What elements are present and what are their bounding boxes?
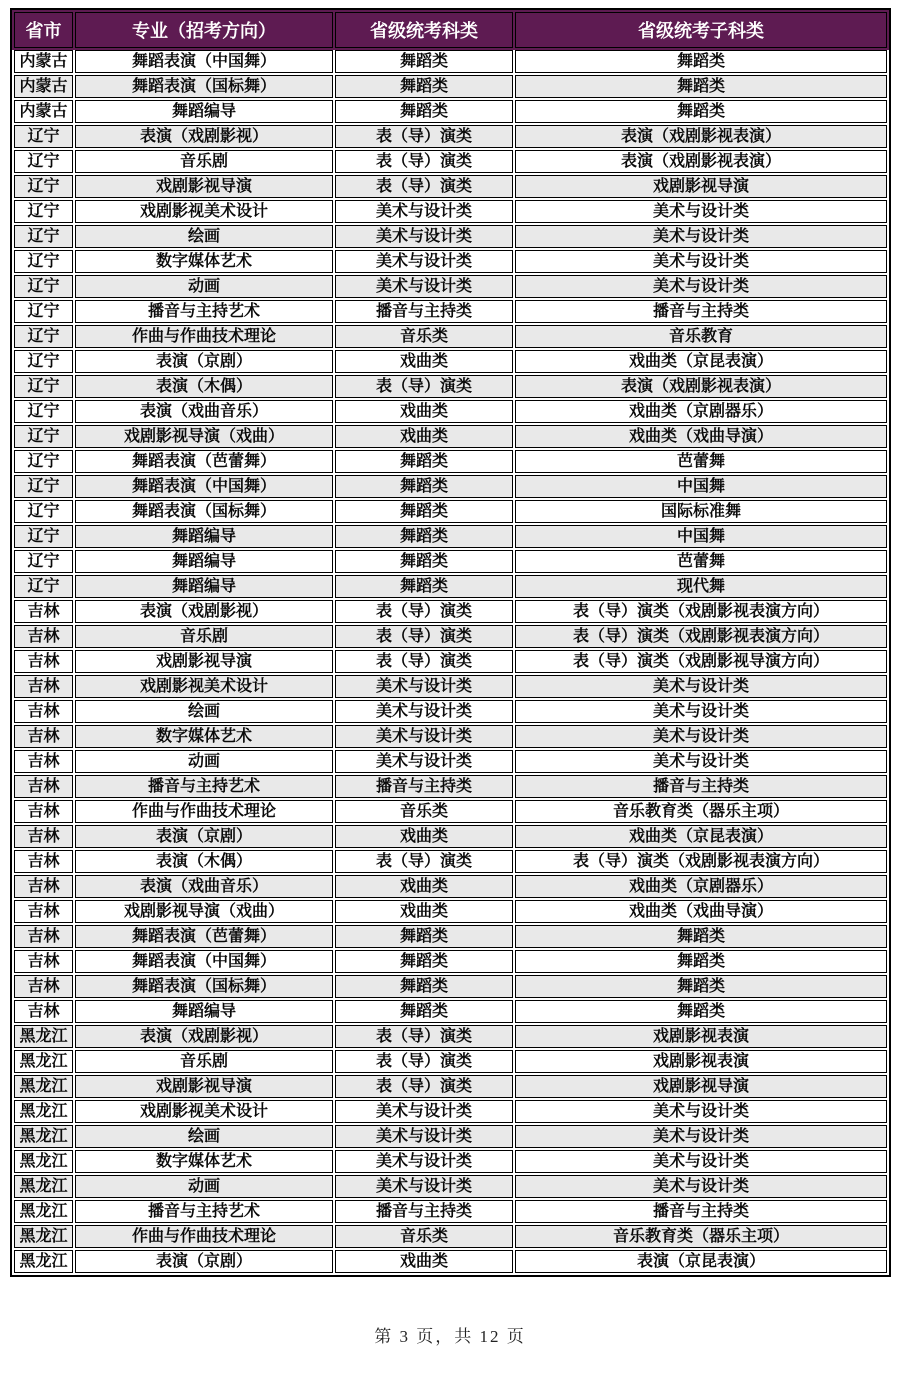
cell-major: 戏剧影视美术设计: [75, 675, 333, 698]
cell-category: 表（导）演类: [335, 1050, 513, 1073]
col-header-subcategory: 省级统考子科类: [515, 12, 887, 48]
cell-category: 播音与主持类: [335, 1200, 513, 1223]
cell-category: 美术与设计类: [335, 700, 513, 723]
cell-major: 戏剧影视美术设计: [75, 200, 333, 223]
cell-category: 戏曲类: [335, 425, 513, 448]
table-row: [14, 575, 887, 598]
col-header-category: 省级统考科类: [335, 12, 513, 48]
cell-subcategory: 表（导）演类（戏剧影视导演方向）: [515, 650, 887, 673]
table-row: [14, 1000, 887, 1023]
cell-major: 音乐剧: [75, 625, 333, 648]
table-row: [14, 75, 887, 98]
cell-province: 吉林: [14, 900, 73, 923]
cell-category: 美术与设计类: [335, 275, 513, 298]
cell-category: 表（导）演类: [335, 1025, 513, 1048]
cell-province: 辽宁: [14, 175, 73, 198]
cell-major: 动画: [75, 750, 333, 773]
cell-category: 音乐类: [335, 800, 513, 823]
cell-subcategory: 美术与设计类: [515, 750, 887, 773]
cell-category: 表（导）演类: [335, 125, 513, 148]
cell-category: 表（导）演类: [335, 375, 513, 398]
table-row: [14, 875, 887, 898]
cell-subcategory: 美术与设计类: [515, 700, 887, 723]
cell-major: 作曲与作曲技术理论: [75, 1225, 333, 1248]
cell-subcategory: 美术与设计类: [515, 275, 887, 298]
cell-major: 舞蹈编导: [75, 525, 333, 548]
cell-province: 黑龙江: [14, 1125, 73, 1148]
table-row: [14, 1225, 887, 1248]
cell-subcategory: 美术与设计类: [515, 1150, 887, 1173]
cell-province: 吉林: [14, 625, 73, 648]
cell-subcategory: 戏剧影视表演: [515, 1025, 887, 1048]
table-row: [14, 250, 887, 273]
cell-category: 美术与设计类: [335, 1150, 513, 1173]
cell-province: 辽宁: [14, 525, 73, 548]
cell-category: 舞蹈类: [335, 950, 513, 973]
col-header-major: 专业（招考方向）: [75, 12, 333, 48]
cell-subcategory: 戏曲类（京剧器乐）: [515, 400, 887, 423]
cell-subcategory: 播音与主持类: [515, 300, 887, 323]
table-row: [14, 175, 887, 198]
table-row: [14, 125, 887, 148]
table-row: [14, 1250, 887, 1273]
cell-province: 黑龙江: [14, 1150, 73, 1173]
cell-major: 音乐剧: [75, 1050, 333, 1073]
cell-category: 舞蹈类: [335, 475, 513, 498]
cell-subcategory: 美术与设计类: [515, 1125, 887, 1148]
cell-province: 辽宁: [14, 300, 73, 323]
cell-subcategory: 美术与设计类: [515, 1175, 887, 1198]
cell-province: 吉林: [14, 1000, 73, 1023]
cell-province: 黑龙江: [14, 1050, 73, 1073]
cell-province: 辽宁: [14, 400, 73, 423]
cell-subcategory: 表（导）演类（戏剧影视表演方向）: [515, 850, 887, 873]
cell-subcategory: 美术与设计类: [515, 725, 887, 748]
page-indicator: 第 3 页，共 12 页: [374, 1327, 526, 1346]
cell-province: 辽宁: [14, 450, 73, 473]
cell-subcategory: 舞蹈类: [515, 100, 887, 123]
cell-subcategory: 播音与主持类: [515, 775, 887, 798]
table-row: [14, 300, 887, 323]
cell-major: 动画: [75, 1175, 333, 1198]
cell-subcategory: 中国舞: [515, 525, 887, 548]
cell-province: 吉林: [14, 825, 73, 848]
table-row: [14, 500, 887, 523]
exam-category-table: [10, 8, 891, 1277]
table-row: [14, 200, 887, 223]
cell-major: 表演（戏剧影视）: [75, 1025, 333, 1048]
cell-subcategory: 播音与主持类: [515, 1200, 887, 1223]
cell-subcategory: 舞蹈类: [515, 975, 887, 998]
cell-province: 吉林: [14, 650, 73, 673]
cell-major: 舞蹈表演（国标舞）: [75, 975, 333, 998]
cell-category: 播音与主持类: [335, 775, 513, 798]
cell-category: 舞蹈类: [335, 75, 513, 98]
cell-province: 内蒙古: [14, 75, 73, 98]
cell-major: 表演（木偶）: [75, 850, 333, 873]
cell-province: 辽宁: [14, 250, 73, 273]
cell-category: 表（导）演类: [335, 175, 513, 198]
header-row: [14, 12, 887, 48]
cell-province: 黑龙江: [14, 1250, 73, 1273]
cell-major: 绘画: [75, 225, 333, 248]
cell-major: 舞蹈表演（中国舞）: [75, 950, 333, 973]
cell-subcategory: 美术与设计类: [515, 225, 887, 248]
table-row: [14, 150, 887, 173]
cell-province: 黑龙江: [14, 1175, 73, 1198]
cell-major: 舞蹈表演（中国舞）: [75, 50, 333, 73]
cell-major: 戏剧影视导演: [75, 650, 333, 673]
cell-subcategory: 中国舞: [515, 475, 887, 498]
cell-province: 内蒙古: [14, 50, 73, 73]
table-row: [14, 950, 887, 973]
cell-province: 吉林: [14, 600, 73, 623]
cell-subcategory: 戏剧影视导演: [515, 1075, 887, 1098]
cell-subcategory: 音乐教育类（器乐主项）: [515, 800, 887, 823]
cell-province: 辽宁: [14, 325, 73, 348]
cell-category: 舞蹈类: [335, 525, 513, 548]
table-row: [14, 450, 887, 473]
cell-major: 舞蹈表演（国标舞）: [75, 500, 333, 523]
cell-subcategory: 音乐教育: [515, 325, 887, 348]
cell-major: 戏剧影视导演: [75, 1075, 333, 1098]
cell-province: 吉林: [14, 800, 73, 823]
cell-category: 舞蹈类: [335, 500, 513, 523]
table-row: [14, 600, 887, 623]
cell-subcategory: 舞蹈类: [515, 925, 887, 948]
table-row: [14, 50, 887, 73]
cell-province: 吉林: [14, 850, 73, 873]
cell-subcategory: 美术与设计类: [515, 250, 887, 273]
cell-major: 舞蹈表演（芭蕾舞）: [75, 925, 333, 948]
table-row: [14, 900, 887, 923]
table-row: [14, 350, 887, 373]
table-row: [14, 1125, 887, 1148]
cell-category: 舞蹈类: [335, 50, 513, 73]
cell-major: 舞蹈表演（芭蕾舞）: [75, 450, 333, 473]
cell-category: 舞蹈类: [335, 100, 513, 123]
table-row: [14, 775, 887, 798]
cell-subcategory: 美术与设计类: [515, 1100, 887, 1123]
cell-subcategory: 戏曲类（京剧器乐）: [515, 875, 887, 898]
cell-major: 舞蹈编导: [75, 550, 333, 573]
cell-major: 表演（戏剧影视）: [75, 600, 333, 623]
cell-category: 表（导）演类: [335, 150, 513, 173]
cell-major: 舞蹈编导: [75, 575, 333, 598]
cell-province: 吉林: [14, 975, 73, 998]
col-header-province: 省市: [14, 12, 73, 48]
cell-category: 戏曲类: [335, 400, 513, 423]
cell-province: 吉林: [14, 925, 73, 948]
cell-province: 黑龙江: [14, 1075, 73, 1098]
table-row: [14, 550, 887, 573]
cell-province: 吉林: [14, 775, 73, 798]
cell-category: 戏曲类: [335, 875, 513, 898]
cell-major: 动画: [75, 275, 333, 298]
cell-category: 表（导）演类: [335, 850, 513, 873]
cell-province: 辽宁: [14, 575, 73, 598]
table-row: [14, 525, 887, 548]
cell-category: 播音与主持类: [335, 300, 513, 323]
table-row: [14, 375, 887, 398]
cell-major: 舞蹈编导: [75, 100, 333, 123]
cell-province: 内蒙古: [14, 100, 73, 123]
cell-category: 美术与设计类: [335, 1175, 513, 1198]
cell-province: 吉林: [14, 700, 73, 723]
cell-subcategory: 美术与设计类: [515, 675, 887, 698]
cell-major: 数字媒体艺术: [75, 725, 333, 748]
cell-province: 吉林: [14, 875, 73, 898]
cell-subcategory: 戏曲类（京昆表演）: [515, 350, 887, 373]
cell-province: 辽宁: [14, 200, 73, 223]
cell-province: 辽宁: [14, 350, 73, 373]
cell-category: 戏曲类: [335, 900, 513, 923]
cell-province: 吉林: [14, 750, 73, 773]
cell-subcategory: 舞蹈类: [515, 50, 887, 73]
cell-subcategory: 表（导）演类（戏剧影视表演方向）: [515, 600, 887, 623]
cell-subcategory: 舞蹈类: [515, 1000, 887, 1023]
cell-province: 辽宁: [14, 550, 73, 573]
cell-subcategory: 戏剧影视表演: [515, 1050, 887, 1073]
cell-province: 吉林: [14, 725, 73, 748]
table-row: [14, 750, 887, 773]
cell-major: 表演（京剧）: [75, 825, 333, 848]
cell-subcategory: 戏曲类（京昆表演）: [515, 825, 887, 848]
cell-major: 表演（戏剧影视）: [75, 125, 333, 148]
cell-category: 戏曲类: [335, 1250, 513, 1273]
cell-category: 美术与设计类: [335, 1125, 513, 1148]
cell-category: 音乐类: [335, 325, 513, 348]
cell-major: 绘画: [75, 700, 333, 723]
cell-major: 表演（京剧）: [75, 350, 333, 373]
cell-subcategory: 表（导）演类（戏剧影视表演方向）: [515, 625, 887, 648]
cell-category: 表（导）演类: [335, 625, 513, 648]
table-row: [14, 475, 887, 498]
cell-category: 戏曲类: [335, 350, 513, 373]
cell-major: 作曲与作曲技术理论: [75, 800, 333, 823]
cell-category: 舞蹈类: [335, 1000, 513, 1023]
table-row: [14, 675, 887, 698]
cell-major: 播音与主持艺术: [75, 1200, 333, 1223]
cell-subcategory: 戏曲类（戏曲导演）: [515, 900, 887, 923]
cell-province: 黑龙江: [14, 1225, 73, 1248]
cell-major: 戏剧影视导演（戏曲）: [75, 900, 333, 923]
table-row: [14, 325, 887, 348]
cell-major: 戏剧影视美术设计: [75, 1100, 333, 1123]
cell-major: 戏剧影视导演（戏曲）: [75, 425, 333, 448]
cell-subcategory: 音乐教育类（器乐主项）: [515, 1225, 887, 1248]
cell-province: 黑龙江: [14, 1025, 73, 1048]
cell-major: 绘画: [75, 1125, 333, 1148]
cell-major: 表演（木偶）: [75, 375, 333, 398]
cell-category: 舞蹈类: [335, 975, 513, 998]
cell-category: 舞蹈类: [335, 450, 513, 473]
cell-major: 作曲与作曲技术理论: [75, 325, 333, 348]
table-row: [14, 1200, 887, 1223]
cell-subcategory: 戏剧影视导演: [515, 175, 887, 198]
cell-subcategory: 戏曲类（戏曲导演）: [515, 425, 887, 448]
table-row: [14, 1175, 887, 1198]
cell-subcategory: 表演（戏剧影视表演）: [515, 150, 887, 173]
table-row: [14, 1025, 887, 1048]
cell-subcategory: 现代舞: [515, 575, 887, 598]
cell-category: 戏曲类: [335, 825, 513, 848]
table-row: [14, 850, 887, 873]
cell-province: 辽宁: [14, 500, 73, 523]
cell-subcategory: 国际标准舞: [515, 500, 887, 523]
table-row: [14, 925, 887, 948]
cell-major: 播音与主持艺术: [75, 775, 333, 798]
cell-province: 辽宁: [14, 475, 73, 498]
cell-province: 辽宁: [14, 150, 73, 173]
cell-major: 戏剧影视导演: [75, 175, 333, 198]
cell-category: 表（导）演类: [335, 600, 513, 623]
table-row: [14, 1100, 887, 1123]
cell-subcategory: 舞蹈类: [515, 950, 887, 973]
cell-category: 美术与设计类: [335, 1100, 513, 1123]
cell-category: 美术与设计类: [335, 675, 513, 698]
cell-province: 黑龙江: [14, 1200, 73, 1223]
cell-category: 美术与设计类: [335, 750, 513, 773]
table-row: [14, 1075, 887, 1098]
table-row: [14, 400, 887, 423]
table-row: [14, 275, 887, 298]
cell-province: 吉林: [14, 675, 73, 698]
cell-category: 音乐类: [335, 1225, 513, 1248]
cell-subcategory: 表演（戏剧影视表演）: [515, 125, 887, 148]
cell-province: 辽宁: [14, 275, 73, 298]
cell-major: 数字媒体艺术: [75, 1150, 333, 1173]
cell-category: 舞蹈类: [335, 925, 513, 948]
table-row: [14, 825, 887, 848]
table-row: [14, 1150, 887, 1173]
cell-province: 吉林: [14, 950, 73, 973]
cell-category: 美术与设计类: [335, 200, 513, 223]
exam-category-table-wrap: [10, 8, 891, 1277]
cell-category: 美术与设计类: [335, 725, 513, 748]
table-body: [14, 50, 887, 1273]
cell-category: 美术与设计类: [335, 250, 513, 273]
table-row: [14, 800, 887, 823]
cell-category: 表（导）演类: [335, 650, 513, 673]
cell-major: 播音与主持艺术: [75, 300, 333, 323]
cell-category: 美术与设计类: [335, 225, 513, 248]
cell-subcategory: 表演（京昆表演）: [515, 1250, 887, 1273]
cell-subcategory: 表演（戏剧影视表演）: [515, 375, 887, 398]
table-row: [14, 625, 887, 648]
cell-major: 舞蹈表演（中国舞）: [75, 475, 333, 498]
table-row: [14, 1050, 887, 1073]
cell-major: 音乐剧: [75, 150, 333, 173]
cell-category: 舞蹈类: [335, 550, 513, 573]
cell-major: 表演（戏曲音乐）: [75, 875, 333, 898]
cell-province: 辽宁: [14, 225, 73, 248]
table-row: [14, 700, 887, 723]
table-header: [14, 12, 887, 48]
table-row: [14, 225, 887, 248]
cell-major: 表演（戏曲音乐）: [75, 400, 333, 423]
cell-subcategory: 舞蹈类: [515, 75, 887, 98]
cell-major: 表演（京剧）: [75, 1250, 333, 1273]
cell-category: 舞蹈类: [335, 575, 513, 598]
cell-major: 舞蹈编导: [75, 1000, 333, 1023]
cell-subcategory: 芭蕾舞: [515, 450, 887, 473]
cell-province: 辽宁: [14, 425, 73, 448]
cell-province: 黑龙江: [14, 1100, 73, 1123]
table-row: [14, 100, 887, 123]
cell-category: 表（导）演类: [335, 1075, 513, 1098]
cell-province: 辽宁: [14, 375, 73, 398]
cell-major: 舞蹈表演（国标舞）: [75, 75, 333, 98]
cell-subcategory: 美术与设计类: [515, 200, 887, 223]
table-row: [14, 425, 887, 448]
table-row: [14, 725, 887, 748]
cell-major: 数字媒体艺术: [75, 250, 333, 273]
table-row: [14, 650, 887, 673]
table-row: [14, 975, 887, 998]
cell-province: 辽宁: [14, 125, 73, 148]
cell-subcategory: 芭蕾舞: [515, 550, 887, 573]
